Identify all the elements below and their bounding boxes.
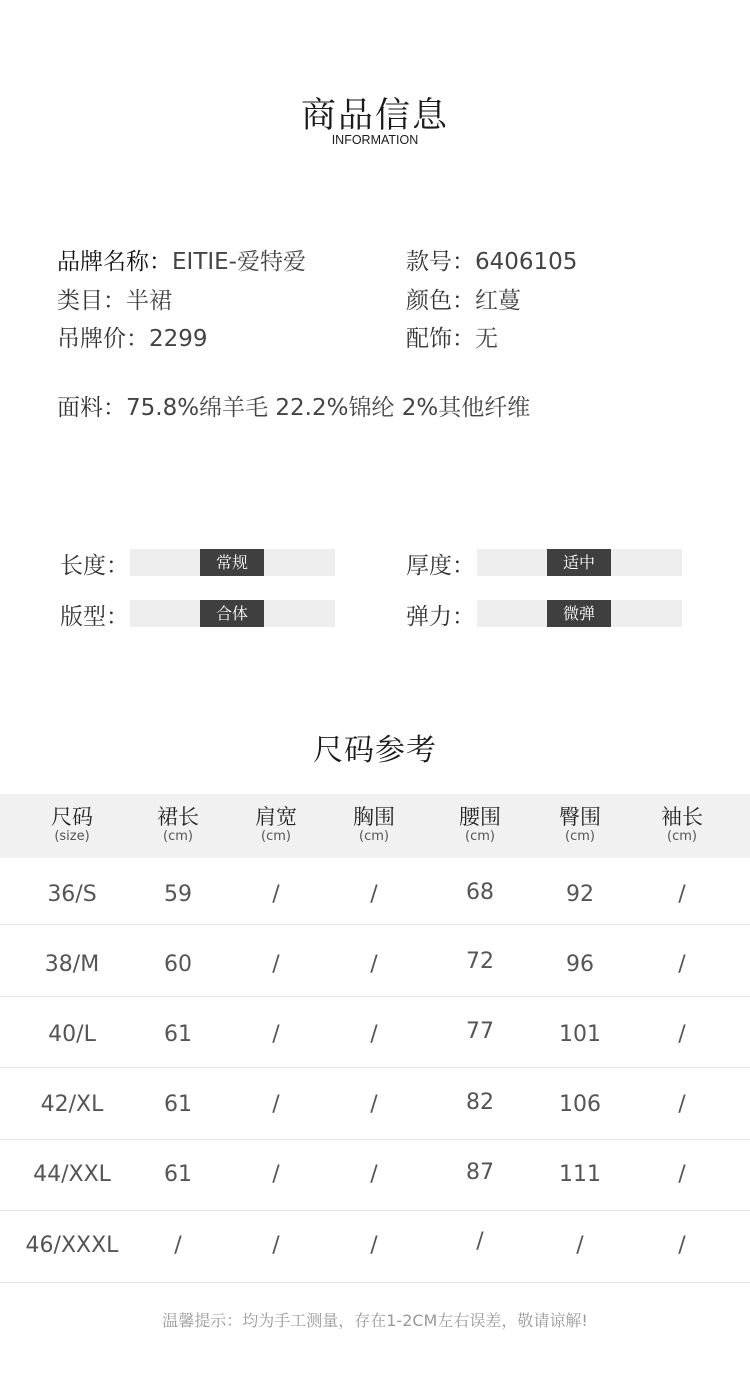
table-row [0,1211,750,1283]
style-no-value: 6406105 [475,249,578,275]
section-title-product-info: 商品信息 [300,96,449,136]
table-cell: 42/XL [40,1092,104,1117]
table-cell: / [174,1233,182,1258]
info-fabric [57,389,530,422]
price-value: 2299 [149,326,208,352]
measurement-tip: 温馨提示：均为手工测量，存在1-2CM左右误差，敬请谅解! [162,1311,588,1330]
info-color [406,282,521,315]
col-header-unit: (cm) [465,829,495,844]
table-cell: / [272,1233,280,1258]
table-cell: / [272,1022,280,1047]
attr-thickness-bar [477,549,682,576]
col-header-name: 裙长 [157,805,199,829]
table-cell: 101 [559,1022,601,1047]
table-cell: 106 [559,1092,601,1117]
table-cell: 72 [466,949,494,974]
attr-elasticity-bar [477,600,682,627]
table-cell: / [272,1162,280,1187]
info-style-no [406,243,577,276]
table-cell: / [476,1229,484,1254]
price-label: 吊牌价： [57,326,149,352]
size-chart-title: 尺码参考 [313,733,437,768]
attr-length-label: 长度： [60,553,129,579]
col-header-name: 肩宽 [255,805,297,829]
table-cell: 44/XXL [33,1162,111,1187]
accessory-value: 无 [475,326,498,352]
table-cell: 82 [466,1090,494,1115]
attr-fit-bar [130,600,335,627]
col-header-size [22,794,122,858]
table-row [0,858,750,925]
attr-fit-chip: 合体 [200,600,264,627]
col-header-name: 臀围 [559,805,601,829]
table-cell: / [678,882,686,907]
table-cell: 111 [559,1162,601,1187]
accessory-label: 配饰： [406,326,475,352]
table-cell: 96 [566,952,594,977]
attr-thickness-chip: 适中 [547,549,611,576]
info-accessory [406,320,498,353]
table-cell: / [576,1233,584,1258]
col-header-bust [324,794,424,858]
table-cell: 77 [466,1019,494,1044]
color-label: 颜色： [406,288,475,314]
table-cell: 61 [164,1022,192,1047]
table-cell: / [678,1092,686,1117]
table-cell: 87 [466,1160,494,1185]
col-header-shoulder [226,794,326,858]
table-cell: / [370,952,378,977]
col-header-sleeve [632,794,732,858]
col-header-unit: (cm) [163,829,193,844]
table-cell: 92 [566,882,594,907]
info-price [57,320,208,353]
brand-label: 品牌名称： [57,249,172,275]
table-cell: / [678,1233,686,1258]
section-subtitle: INFORMATION [331,133,419,147]
col-header-unit: (cm) [261,829,291,844]
info-category [57,282,172,315]
fabric-label: 面料： [57,395,126,421]
col-header-unit: (cm) [359,829,389,844]
col-header-skirt-length [128,794,228,858]
table-row [0,997,750,1068]
col-header-unit: (cm) [565,829,595,844]
attr-elasticity-chip: 微弹 [547,600,611,627]
table-cell: 68 [466,880,494,905]
col-header-unit: (cm) [667,829,697,844]
attr-length-chip: 常规 [200,549,264,576]
category-label: 类目： [57,288,126,314]
table-cell: 40/L [48,1022,96,1047]
attr-thickness-label: 厚度： [406,553,475,579]
col-header-unit: (size) [54,829,90,844]
table-cell: / [370,1162,378,1187]
table-cell: 60 [164,952,192,977]
col-header-hip [530,794,630,858]
col-header-name: 袖长 [661,805,703,829]
col-header-name: 尺码 [51,805,93,829]
table-cell: / [272,882,280,907]
col-header-name: 腰围 [459,805,501,829]
info-brand [57,243,306,276]
attr-elasticity-label: 弹力： [406,604,475,630]
table-cell: 61 [164,1162,192,1187]
color-value: 红蔓 [475,288,521,314]
attr-fit-label: 版型： [60,604,129,630]
style-no-label: 款号： [406,249,475,275]
table-cell: / [678,952,686,977]
table-cell: / [370,1233,378,1258]
attr-length-bar [130,549,335,576]
table-row [0,925,750,997]
table-cell: / [370,1092,378,1117]
table-row [0,1068,750,1140]
table-cell: / [272,1092,280,1117]
col-header-name: 胸围 [353,805,395,829]
table-cell: / [370,882,378,907]
table-row [0,1140,750,1211]
table-cell: 38/M [44,952,100,977]
brand-value: EITIE-爱特爱 [172,249,306,275]
table-cell: / [272,952,280,977]
category-value: 半裙 [126,288,172,314]
table-cell: 61 [164,1092,192,1117]
table-cell: / [678,1162,686,1187]
table-cell: / [678,1022,686,1047]
table-cell: / [370,1022,378,1047]
col-header-waist [430,794,530,858]
table-cell: 36/S [47,882,97,907]
fabric-value: 75.8%绵羊毛 22.2%锦纶 2%其他纤维 [126,395,531,421]
table-cell: 59 [164,882,192,907]
size-table-header [0,794,750,858]
table-cell: 46/XXXL [25,1233,119,1258]
